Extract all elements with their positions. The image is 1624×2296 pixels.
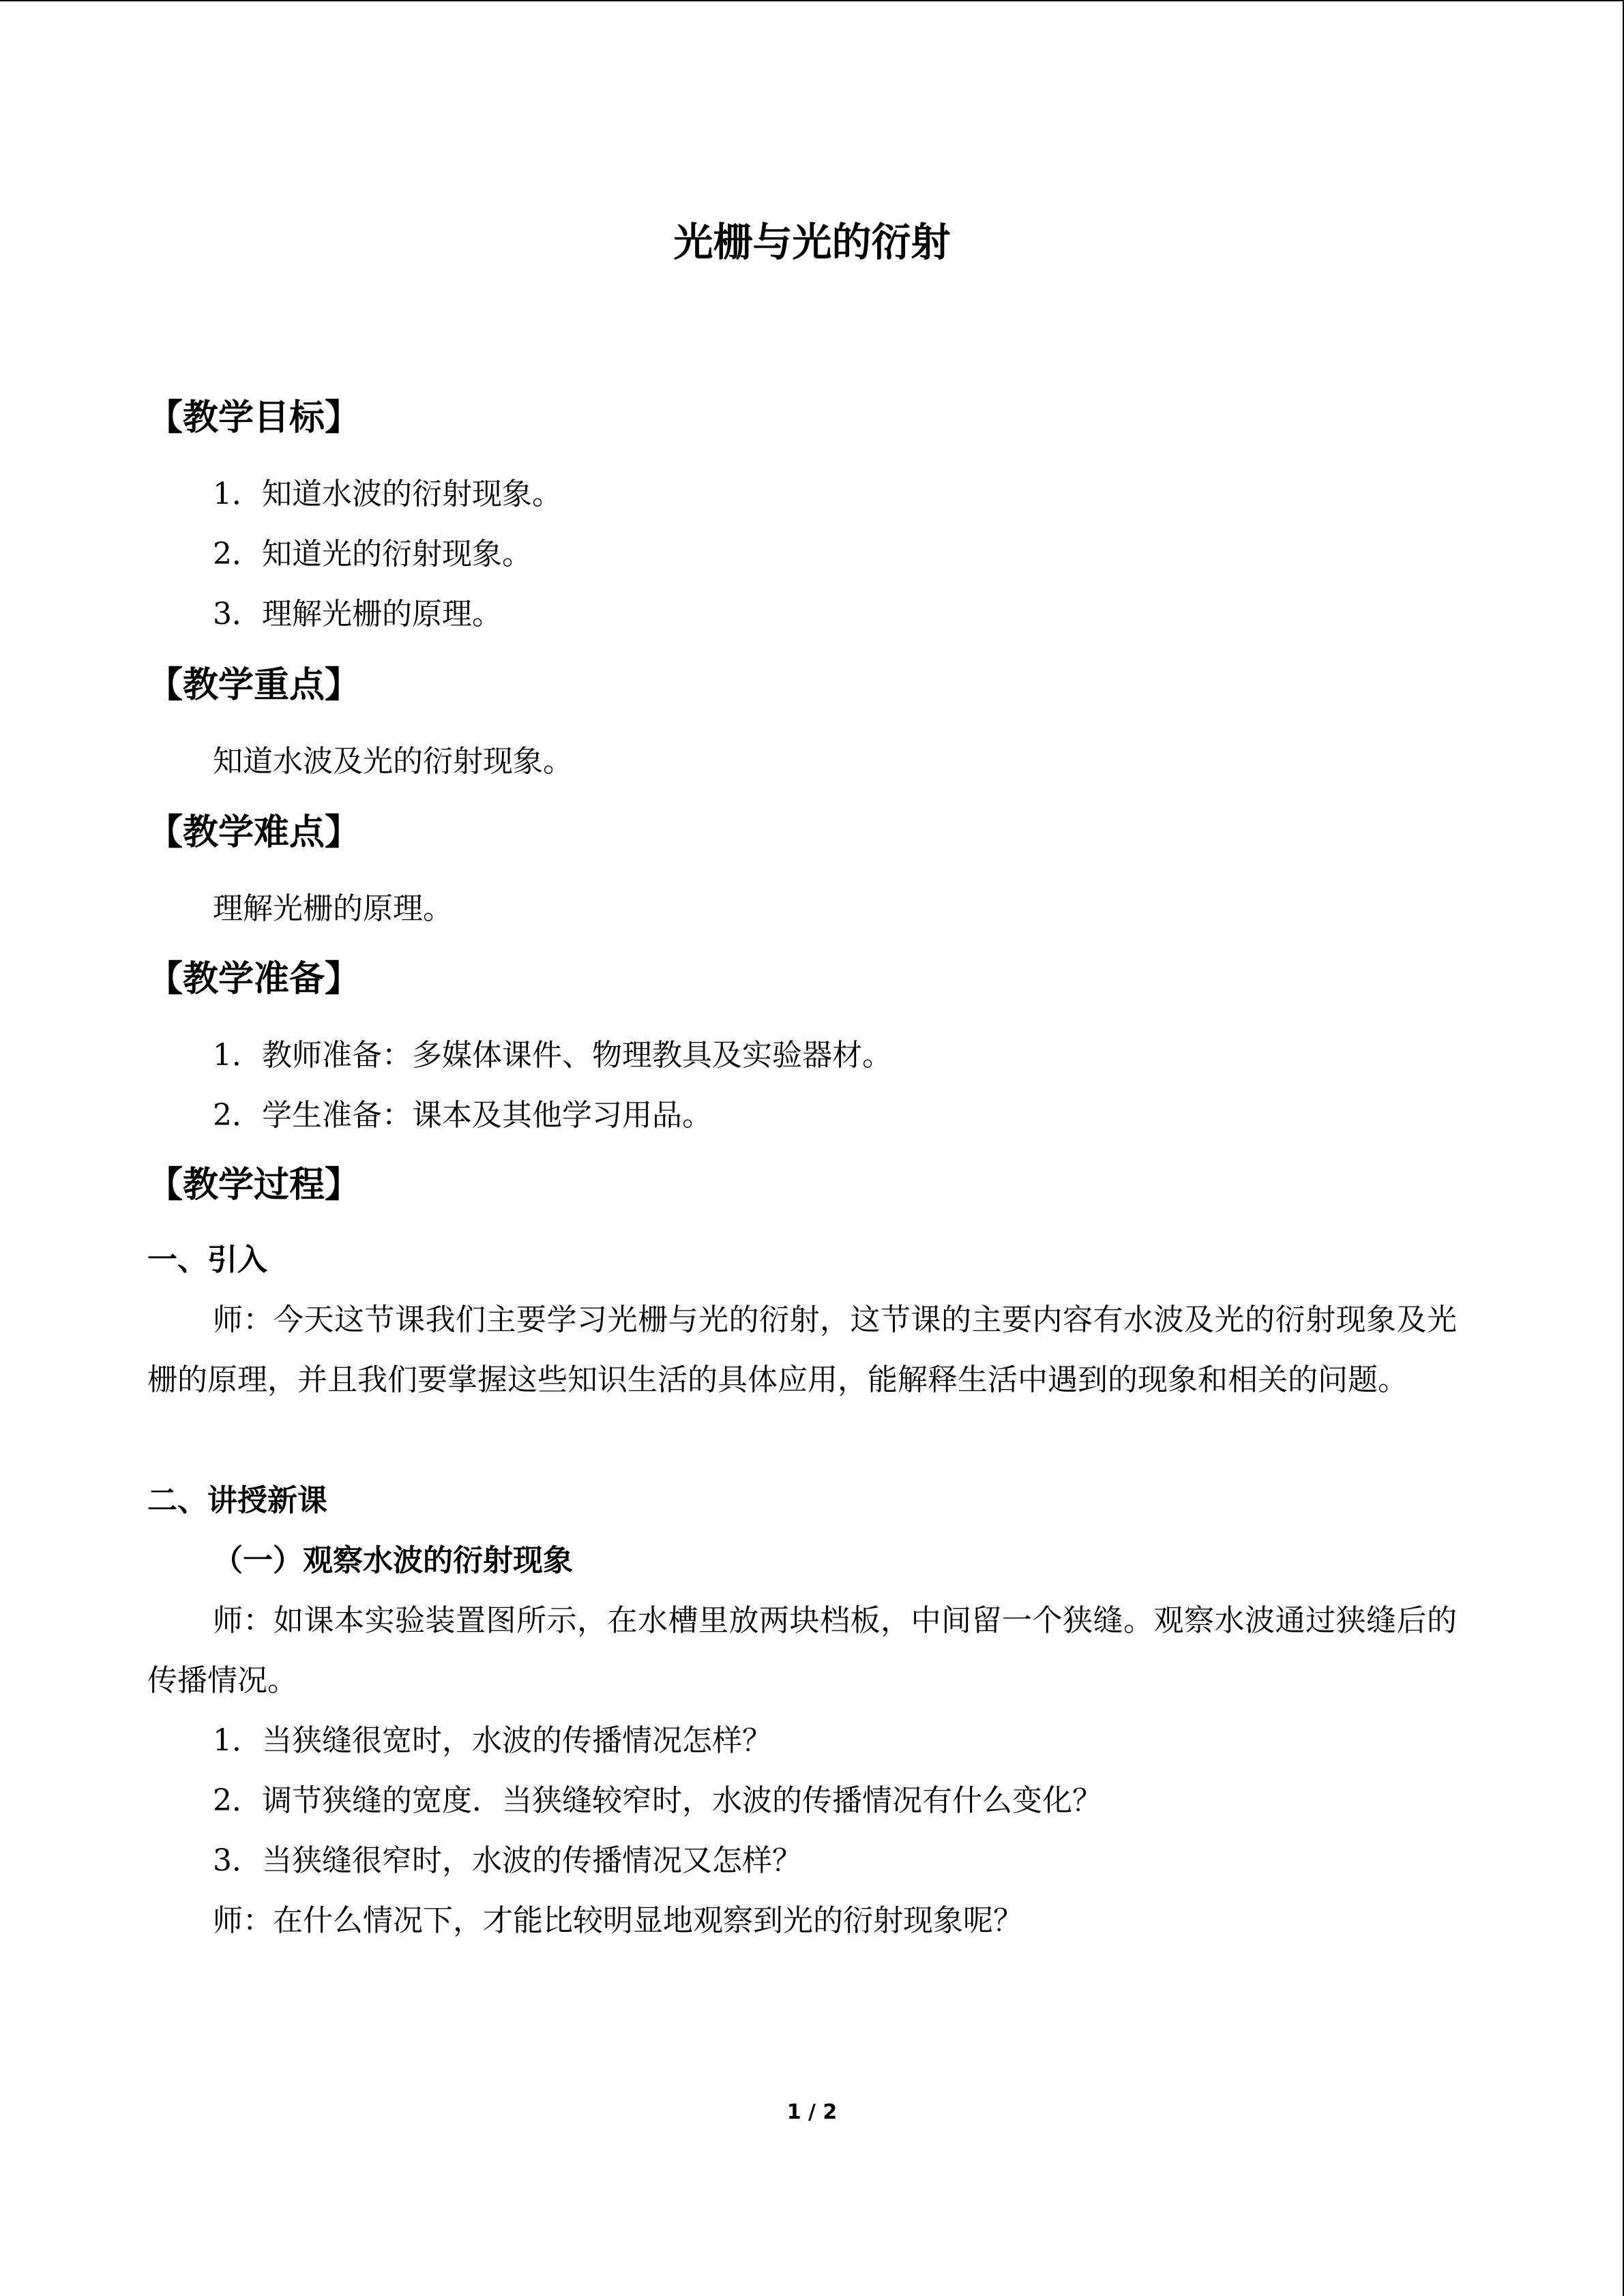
part1-heading: （一）观察水波的衍射现象 bbox=[213, 1543, 573, 1578]
objective-item-1: 1．知道水波的衍射现象。 bbox=[213, 477, 562, 511]
difficulties-heading: 【教学难点】 bbox=[147, 812, 361, 853]
new-lesson-heading: 二、讲授新课 bbox=[147, 1483, 327, 1518]
document-title: 光栅与光的衍射 bbox=[673, 219, 951, 265]
objective-item-3: 3．理解光栅的原理。 bbox=[213, 597, 502, 631]
preparation-item-2: 2．学生准备：课本及其他学习用品。 bbox=[213, 1098, 712, 1133]
question-2: 2．调节狭缝的宽度．当狭缝较窄时，水波的传播情况有什么变化？ bbox=[213, 1783, 1102, 1818]
intro-paragraph: 师：今天这节课我们主要学习光栅与光的衍射，这节课的主要内容有水波及光的衍射现象及光栅的原理，并且我们要掌握这些知识生活的具体应用，能解释生活中遇到的现象和相关的问题。 bbox=[147, 1302, 1457, 1397]
key-points-text: 知道水波及光的衍射现象。 bbox=[213, 744, 573, 779]
question-1: 1．当狭缝很宽时，水波的传播情况怎样？ bbox=[213, 1723, 772, 1758]
difficulties-text: 理解光栅的原理。 bbox=[213, 891, 453, 926]
question-3: 3．当狭缝很窄时，水波的传播情况又怎样？ bbox=[213, 1843, 802, 1878]
part1-paragraph: 师：如课本实验装置图所示，在水槽里放两块档板，中间留一个狭缝。观察水波通过狭缝后的传播情况。 bbox=[147, 1603, 1457, 1698]
objective-item-2: 2．知道光的衍射现象。 bbox=[213, 537, 532, 571]
objectives-heading: 【教学目标】 bbox=[147, 398, 361, 438]
preparation-item-1: 1．教师准备：多媒体课件、物理教具及实验器材。 bbox=[213, 1038, 892, 1073]
page-number: 1 / 2 bbox=[786, 2100, 838, 2124]
key-points-heading: 【教学重点】 bbox=[147, 665, 361, 706]
process-heading: 【教学过程】 bbox=[147, 1165, 361, 1206]
intro-heading: 一、引入 bbox=[147, 1242, 267, 1277]
closing-paragraph: 师：在什么情况下，才能比较明显地观察到光的衍射现象呢？ bbox=[213, 1903, 1023, 1938]
preparation-heading: 【教学准备】 bbox=[147, 959, 361, 1000]
